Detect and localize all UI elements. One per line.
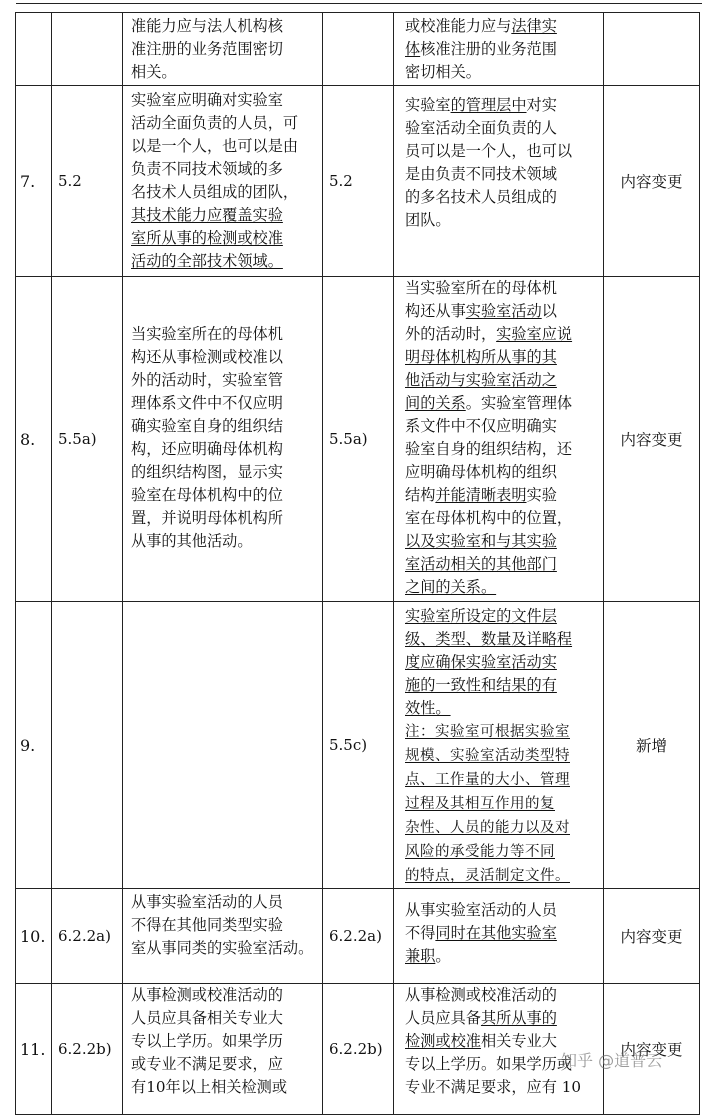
old-clause-number <box>52 13 123 86</box>
new-text-line <box>405 792 599 816</box>
underlined-change: 兼职 <box>405 947 436 965</box>
new-text-line <box>405 507 599 530</box>
new-text-line <box>405 576 599 599</box>
new-text-line <box>405 140 599 163</box>
underlined-change: 以及实验室和与其实验 <box>405 532 557 550</box>
new-clause-number <box>323 13 394 86</box>
underlined-change: 级、类型、数量及详略程 <box>405 630 573 648</box>
old-text-line: 准注册的业务范围密切 <box>131 40 283 58</box>
table-row <box>16 277 700 602</box>
new-clause-text <box>394 277 604 602</box>
underlined-change: 效性。 <box>405 699 451 717</box>
underlined-change: 并能清晰表明 <box>435 486 527 504</box>
old-text-line: 的组织结构图，显示实 <box>131 463 283 481</box>
underlined-change: 注：实验室可根据实验室 <box>405 724 570 740</box>
new-text-line <box>405 1007 599 1030</box>
old-text-line: 名技术人员组成的团队， <box>131 183 299 201</box>
underlined-change: 检测或校准 <box>405 1032 481 1050</box>
new-text-line <box>405 38 599 61</box>
old-text-line: 以是一个人，也可以是由 <box>131 137 299 155</box>
row-number: 9. <box>16 602 52 889</box>
new-text-line <box>405 61 599 84</box>
old-text-line: 从事实验室活动的人员 <box>131 893 283 911</box>
new-text-line <box>405 369 599 392</box>
new-text-block <box>394 277 603 599</box>
new-text-line <box>405 530 599 553</box>
new-text-line <box>405 15 599 38</box>
text-segment: 核准注册的业务范围 <box>420 40 557 58</box>
new-text-line <box>405 864 599 888</box>
text-segment: 。实验室管理体 <box>465 394 573 412</box>
old-clause-number: 6.2.2b) <box>52 984 123 1115</box>
underlined-change: 施的一致性和结果的有 <box>405 676 557 694</box>
text-segment: 的多名技术人员组成的 <box>405 188 557 206</box>
old-text-block <box>123 86 322 273</box>
new-text-line <box>405 553 599 576</box>
new-text-line <box>405 438 599 461</box>
text-segment: 相关专业大 <box>480 1032 557 1050</box>
old-clause-number: 6.2.2a) <box>52 889 123 984</box>
new-text-line <box>405 94 599 117</box>
new-clause-number: 6.2.2b) <box>323 984 394 1115</box>
underlined-change: 室活动相关的其他部门 <box>405 555 557 573</box>
new-clause-number: 5.5c) <box>323 602 394 889</box>
old-text-line: 活动的全部技术领域。 <box>131 252 283 270</box>
text-segment: 对实 <box>526 96 557 114</box>
underlined-change: 法律实 <box>511 17 557 35</box>
new-text-line <box>405 209 599 232</box>
underlined-change: 过程及其相互作用的复 <box>405 796 555 812</box>
old-text-line: 确实验室自身的组织结 <box>131 417 283 435</box>
old-text-line: 不得在其他同类型实验 <box>131 916 283 934</box>
text-segment: 实验 <box>526 486 557 504</box>
text-segment: 验室自身的组织结构，还 <box>405 440 573 458</box>
text-segment: 从事检测或校准活动的 <box>405 986 557 1004</box>
new-text-block <box>394 984 603 1099</box>
old-text-line: 外的活动时，实验室管 <box>131 371 283 389</box>
old-clause-number: 5.5a) <box>52 277 123 602</box>
old-text-line: 置，并说明母体机构所 <box>131 509 283 527</box>
new-text-line <box>405 816 599 840</box>
new-text-line <box>405 323 599 346</box>
text-segment: 员可以是一个人，也可以 <box>405 142 573 160</box>
underlined-change: 明母体机构所从事的其 <box>405 348 557 366</box>
old-text-line: 实验室应明确对实验室 <box>131 91 283 109</box>
comparison-table <box>15 12 700 1115</box>
new-text-line <box>405 697 599 720</box>
text-segment: 。 <box>435 947 451 965</box>
new-text-block <box>394 86 603 232</box>
old-text-line: 有10年以上相关检测或 <box>131 1078 288 1096</box>
underlined-change: 度应确保实验室活动实 <box>405 653 557 671</box>
underlined-change: 杂性、人员的能力以及对 <box>405 820 570 836</box>
new-text-line <box>405 277 599 300</box>
change-type: 内容变更 <box>604 889 700 984</box>
old-clause-text <box>123 602 323 889</box>
table-row <box>16 889 700 984</box>
row-number: 8. <box>16 277 52 602</box>
underlined-change: 体 <box>405 40 421 58</box>
new-clause-text <box>394 602 604 889</box>
old-clause-text <box>123 86 323 277</box>
new-text-line <box>405 945 599 968</box>
new-text-line <box>405 346 599 369</box>
row-number: 10. <box>16 889 52 984</box>
old-text-block <box>123 13 322 84</box>
new-clause-text <box>394 86 604 277</box>
new-text-line <box>405 1076 599 1099</box>
change-type: 内容变更 <box>604 984 700 1115</box>
page-top-rule <box>16 3 702 4</box>
new-text-line <box>405 768 599 792</box>
row-number: 11. <box>16 984 52 1115</box>
underlined-change: 其所从事的 <box>480 1009 557 1027</box>
row-number: 7. <box>16 86 52 277</box>
text-segment: 实验室 <box>405 96 451 114</box>
new-text-block <box>394 602 603 888</box>
underlined-change: 风险的承受能力等不同 <box>405 844 555 860</box>
old-text-line: 理体系文件中不仅应明 <box>131 394 283 412</box>
new-text-line <box>405 605 599 628</box>
new-text-line <box>405 163 599 186</box>
text-segment: 以 <box>541 302 557 320</box>
table-row <box>16 86 700 277</box>
underlined-change: 之间的关系。 <box>405 578 497 596</box>
old-text-block <box>123 984 322 1099</box>
underlined-change: 间的关系 <box>405 394 466 412</box>
underlined-change: 他活动与实验室活动之 <box>405 371 557 389</box>
text-segment: 专业不满足要求，应有 10 <box>405 1078 582 1096</box>
old-clause-number <box>52 602 123 889</box>
old-text-block <box>123 277 322 553</box>
text-segment: 结构 <box>405 486 436 504</box>
old-clause-text <box>123 984 323 1115</box>
old-text-line: 室从事同类的实验室活动。 <box>131 939 314 957</box>
table-row <box>16 602 700 889</box>
new-text-line <box>405 720 599 744</box>
text-segment: 从事实验室活动的人员 <box>405 901 557 919</box>
old-text-line: 或专业不满足要求，应 <box>131 1055 283 1073</box>
old-text-line: 活动全面负责的人员，可 <box>131 114 299 132</box>
change-type: 新增 <box>604 602 700 889</box>
new-text-line <box>405 484 599 507</box>
old-text-line: 负责不同技术领域的多 <box>131 160 283 178</box>
underlined-change: 实验室活动 <box>465 302 542 320</box>
underlined-change: 实验室应说 <box>496 325 573 343</box>
old-text-line: 室所从事的检测或校准 <box>131 229 283 247</box>
new-text-line <box>405 840 599 864</box>
watermark: 知乎 @道普云 <box>561 1051 663 1070</box>
underlined-change: 规模、实验室活动类型特 <box>405 748 570 764</box>
underlined-change: 的特点，灵活制定文件。 <box>405 868 570 884</box>
old-clause-text <box>123 13 323 86</box>
new-text-line <box>405 117 599 140</box>
change-type: 内容变更 <box>604 277 700 602</box>
new-clause-text <box>394 13 604 86</box>
row-number <box>16 13 52 86</box>
new-clause-number: 5.2 <box>323 86 394 277</box>
change-type: 内容变更 <box>604 86 700 277</box>
new-text-line <box>405 984 599 1007</box>
text-segment: 室在母体机构中的位置， <box>405 509 573 527</box>
new-text-block <box>394 889 603 968</box>
new-text-line <box>405 392 599 415</box>
old-text-line: 相关。 <box>131 63 177 81</box>
old-text-line: 专以上学历。如果学历 <box>131 1032 283 1050</box>
old-text-line: 准能力应与法人机构核 <box>131 17 283 35</box>
new-text-line <box>405 461 599 484</box>
old-clause-text <box>123 277 323 602</box>
new-clause-number: 5.5a) <box>323 277 394 602</box>
new-clause-text <box>394 889 604 984</box>
old-text-line: 人员应具备相关专业大 <box>131 1009 283 1027</box>
old-text-block <box>123 889 322 960</box>
change-type <box>604 13 700 86</box>
old-text-line: 从事检测或校准活动的 <box>131 986 283 1004</box>
old-text-line: 其技术能力应覆盖实验 <box>131 206 283 224</box>
text-segment: 专以上学历。如果学历或 <box>405 1055 573 1073</box>
text-segment: 构还从事 <box>405 302 466 320</box>
old-text-line: 验室在母体机构中的位 <box>131 486 283 504</box>
old-text-line: 当实验室所在的母体机 <box>131 325 283 343</box>
old-clause-text <box>123 889 323 984</box>
underlined-change: 点、工作量的大小、管理 <box>405 772 570 788</box>
underlined-change: 的管理层中 <box>450 96 527 114</box>
old-text-line: 构，还应明确母体机构 <box>131 440 283 458</box>
new-text-block <box>394 13 603 84</box>
text-segment: 密切相关。 <box>405 63 481 81</box>
new-text-line <box>405 415 599 438</box>
new-text-line <box>405 186 599 209</box>
text-segment: 外的活动时， <box>405 325 497 343</box>
text-segment: 当实验室所在的母体机 <box>405 279 557 297</box>
new-text-line <box>405 674 599 697</box>
text-segment: 应明确母体机构的组织 <box>405 463 557 481</box>
new-text-line <box>405 744 599 768</box>
new-clause-number: 6.2.2a) <box>323 889 394 984</box>
old-text-line: 从事的其他活动。 <box>131 532 253 550</box>
new-text-line <box>405 922 599 945</box>
text-segment: 验室活动全面负责的人 <box>405 119 557 137</box>
text-segment: 是由负责不同技术领域 <box>405 165 557 183</box>
text-segment: 团队。 <box>405 211 451 229</box>
text-segment: 系文件中不仅应明确实 <box>405 417 557 435</box>
text-segment: 人员应具备 <box>405 1009 481 1027</box>
underlined-change: 实验室所设定的文件层 <box>405 607 557 625</box>
new-text-line <box>405 899 599 922</box>
text-segment: 或校准能力应与 <box>405 17 512 35</box>
old-clause-number: 5.2 <box>52 86 123 277</box>
underlined-change: 同时在其他实验室 <box>435 924 557 942</box>
text-segment: 不得 <box>405 924 436 942</box>
new-text-line <box>405 300 599 323</box>
old-text-line: 构还从事检测或校准以 <box>131 348 283 366</box>
table-row <box>16 13 700 86</box>
new-text-line <box>405 651 599 674</box>
new-text-line <box>405 628 599 651</box>
